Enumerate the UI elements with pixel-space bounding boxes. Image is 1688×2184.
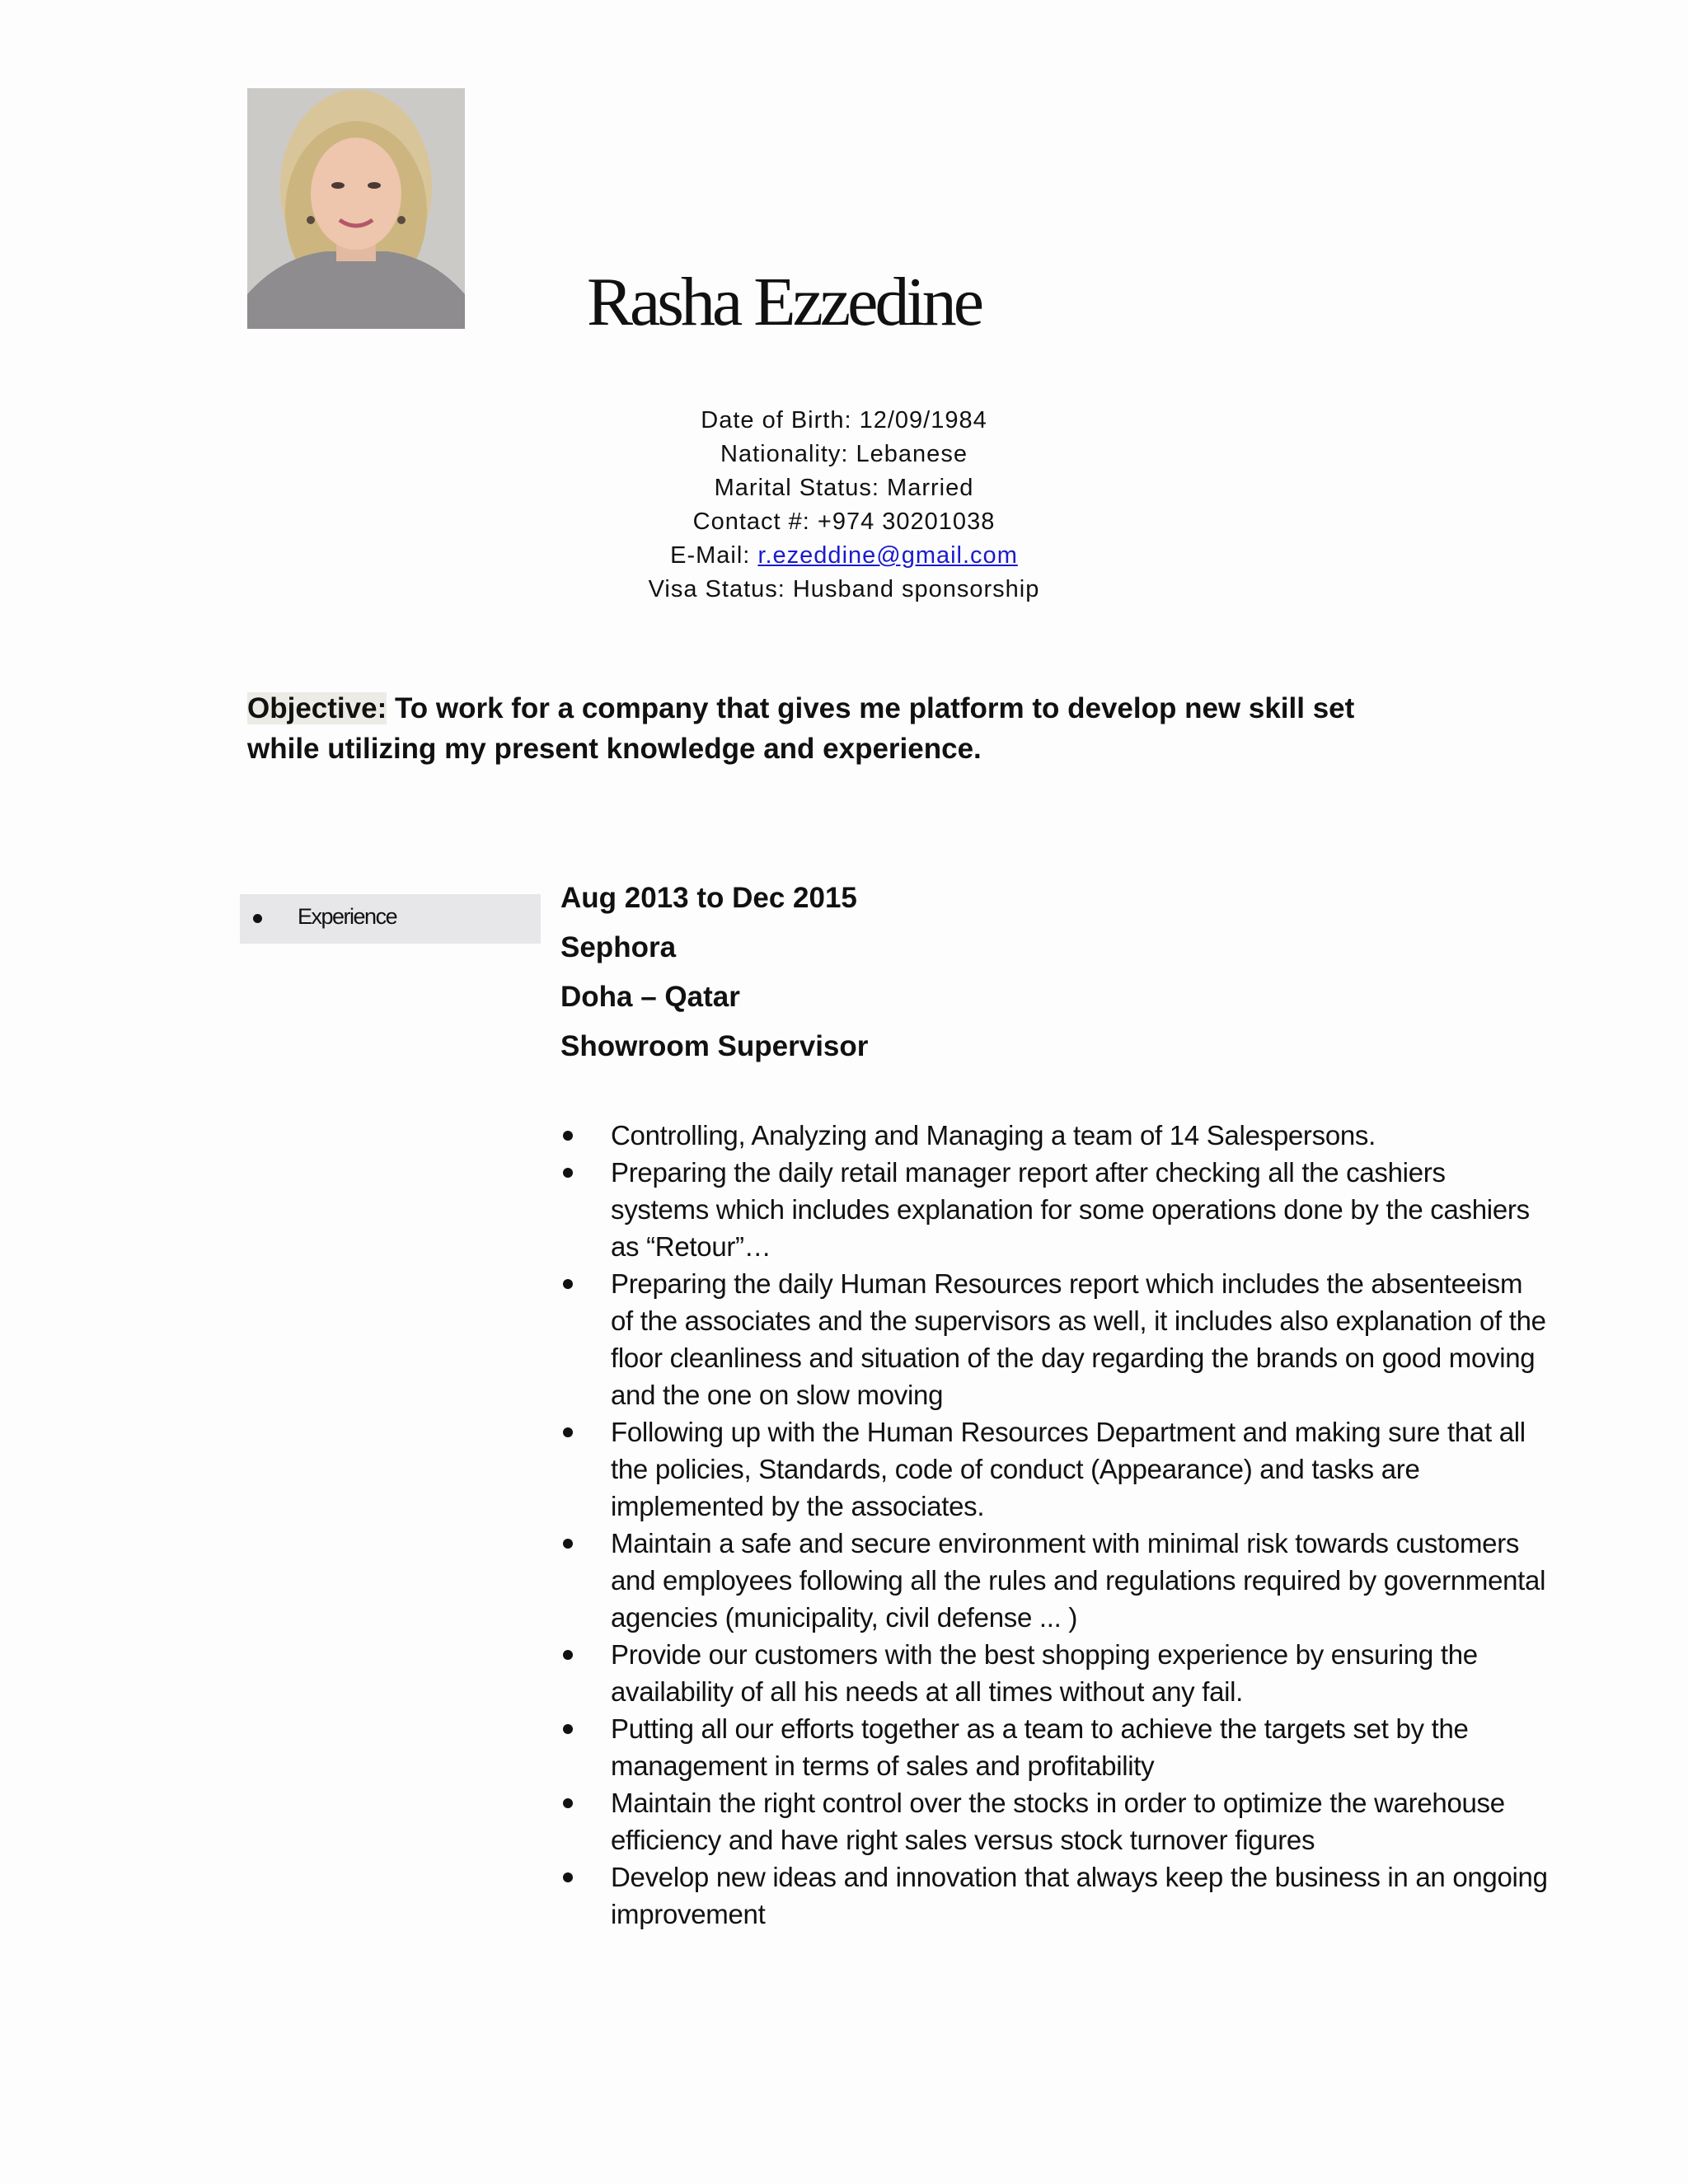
bullet-icon — [563, 1539, 573, 1549]
date-of-birth: Date of Birth: 12/09/1984 — [701, 407, 987, 434]
list-item: Provide our customers with the best shopping experience by ensuring the availability of all his needs at all times without any fail. — [560, 1636, 1550, 1710]
job-period: Aug 2013 to Dec 2015 — [560, 882, 857, 914]
job-header — [560, 874, 868, 1071]
list-item: Maintain the right control over the stocks in order to optimize the warehouse efficiency and have right sales versus stock turnover figures — [560, 1784, 1550, 1858]
job-title: Showroom Supervisor — [560, 1030, 869, 1062]
bullet-icon — [563, 1798, 573, 1808]
list-item: Putting all our efforts together as a team to achieve the targets set by the management in terms of sales and profitability — [560, 1710, 1550, 1784]
objective-section — [247, 688, 1418, 769]
email-link[interactable]: r.ezeddine@gmail.com — [757, 542, 1018, 569]
bullet-icon — [563, 1872, 573, 1882]
experience-section-label — [240, 894, 541, 944]
visa-status: Visa Status: Husband sponsorship — [648, 576, 1040, 602]
list-item: Maintain a safe and secure environment with minimal risk towards customers and employees following all the rules and regulations required by governmental agencies (municipality, civil defense ... ) — [560, 1525, 1550, 1636]
bullet-icon — [253, 914, 262, 923]
responsibilities-list — [560, 1117, 1550, 1933]
email-row — [0, 539, 1688, 573]
nationality: Nationality: Lebanese — [720, 441, 968, 467]
bullet-icon — [563, 1279, 573, 1289]
profile-photo — [247, 88, 465, 329]
list-item: Preparing the daily retail manager report after checking all the cashiers systems which includes explanation for some operations done by the cashiers as “Retour”… — [560, 1154, 1550, 1265]
bullet-icon — [563, 1650, 573, 1660]
personal-info — [0, 404, 1688, 607]
list-item: Preparing the daily Human Resources report which includes the absenteeism of the associates and the supervisors as well, it includes also explanation of the floor cleanliness and situation of the day regarding the brands on good moving and the one on slow moving — [560, 1265, 1550, 1413]
job-company: Sephora — [560, 931, 677, 963]
bullet-icon — [563, 1168, 573, 1178]
bullet-icon — [563, 1427, 573, 1437]
bullet-icon — [563, 1131, 573, 1141]
bullet-icon — [563, 1724, 573, 1734]
objective-label: Objective: — [247, 692, 387, 724]
marital-status: Marital Status: Married — [714, 475, 974, 501]
contact-number: Contact #: +974 30201038 — [692, 509, 996, 535]
objective-text: To work for a company that gives me platform to develop new skill set while utilizing my present knowledge and experience. — [247, 692, 1355, 765]
candidate-name: Rasha Ezzedine — [587, 264, 982, 340]
email-label: E-Mail: — [670, 542, 758, 569]
experience-label: Experience — [298, 904, 397, 929]
list-item: Following up with the Human Resources Department and making sure that all the policies, Standards, code of conduct (Appearance) and tasks are implemented by the associates. — [560, 1413, 1550, 1525]
list-item: Controlling, Analyzing and Managing a team of 14 Salespersons. — [560, 1117, 1550, 1154]
list-item: Develop new ideas and innovation that always keep the business in an ongoing improvement — [560, 1858, 1550, 1933]
job-location: Doha – Qatar — [560, 981, 740, 1013]
